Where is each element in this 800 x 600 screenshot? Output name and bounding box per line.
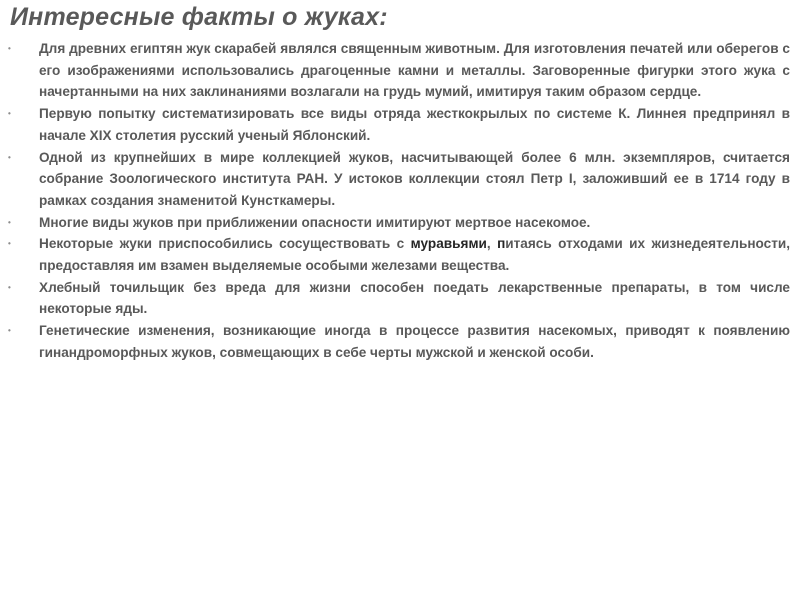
fact-item (0, 212, 790, 234)
fact-item (0, 233, 790, 276)
ants-link-text: муравьями (410, 236, 487, 252)
fact-text: , (486, 236, 498, 252)
bullet-icon: • (8, 282, 11, 292)
bullet-icon: • (8, 239, 11, 249)
fact-item (0, 320, 790, 363)
fact-text: Некоторые жуки приспособились сосуществовать с (39, 236, 411, 252)
bullet-icon: • (8, 152, 11, 162)
fact-text: Многие виды жуков при приближении опасности имитируют мертвое насекомое. (39, 214, 591, 230)
bullet-icon: • (8, 109, 11, 119)
highlighted-letter: п (497, 236, 506, 252)
fact-item (0, 277, 790, 320)
facts-list (0, 38, 790, 364)
fact-text: Генетические изменения, возникающие иногда в процессе развития насекомых, приводят к появлению гинандроморфных жуков, совмещающих в себе черты мужской и женской особи. (39, 323, 790, 360)
fact-text: Одной из крупнейших в мире коллекцией жуков, насчитывающей более 6 млн. экземпляров, считается собрание Зоологического института РАН. У истоков коллекции стоял Петр I, заложивший ее в 1714 году в рамках создания знаменитой Кунсткамеры. (39, 149, 790, 208)
fact-text: Хлебный точильщик без вреда для жизни способен поедать лекарственные препараты, в том числе некоторые яды. (39, 279, 790, 317)
bullet-icon: • (8, 217, 11, 227)
fact-text: итаясь отходами их жизнедеятельности, предоставляя им взамен выделяемые особыми железами вещества. (39, 236, 791, 274)
fact-text: Для древних египтян жук скарабей являлся священным животным. Для изготовления печатей или оберегов с его изображениями использовались драгоценные камни и металлы. Заговоренные фигурки этого жука с начертанными на них заклинаниями возлагали на грудь мумий, имитируя таким образом сердце. (39, 41, 790, 100)
fact-text: Первую попытку систематизировать все виды отряда жесткокрылых по системе К. Линнея предпринял в начале XIX столетия русский ученый Яблонский. (39, 106, 790, 143)
fact-item (0, 147, 790, 212)
slide-title: Интересные факты о жуках: (10, 3, 388, 31)
fact-item (0, 103, 790, 146)
bullet-icon: • (8, 326, 11, 336)
bullet-icon: • (8, 44, 11, 53)
fact-item (0, 38, 790, 103)
